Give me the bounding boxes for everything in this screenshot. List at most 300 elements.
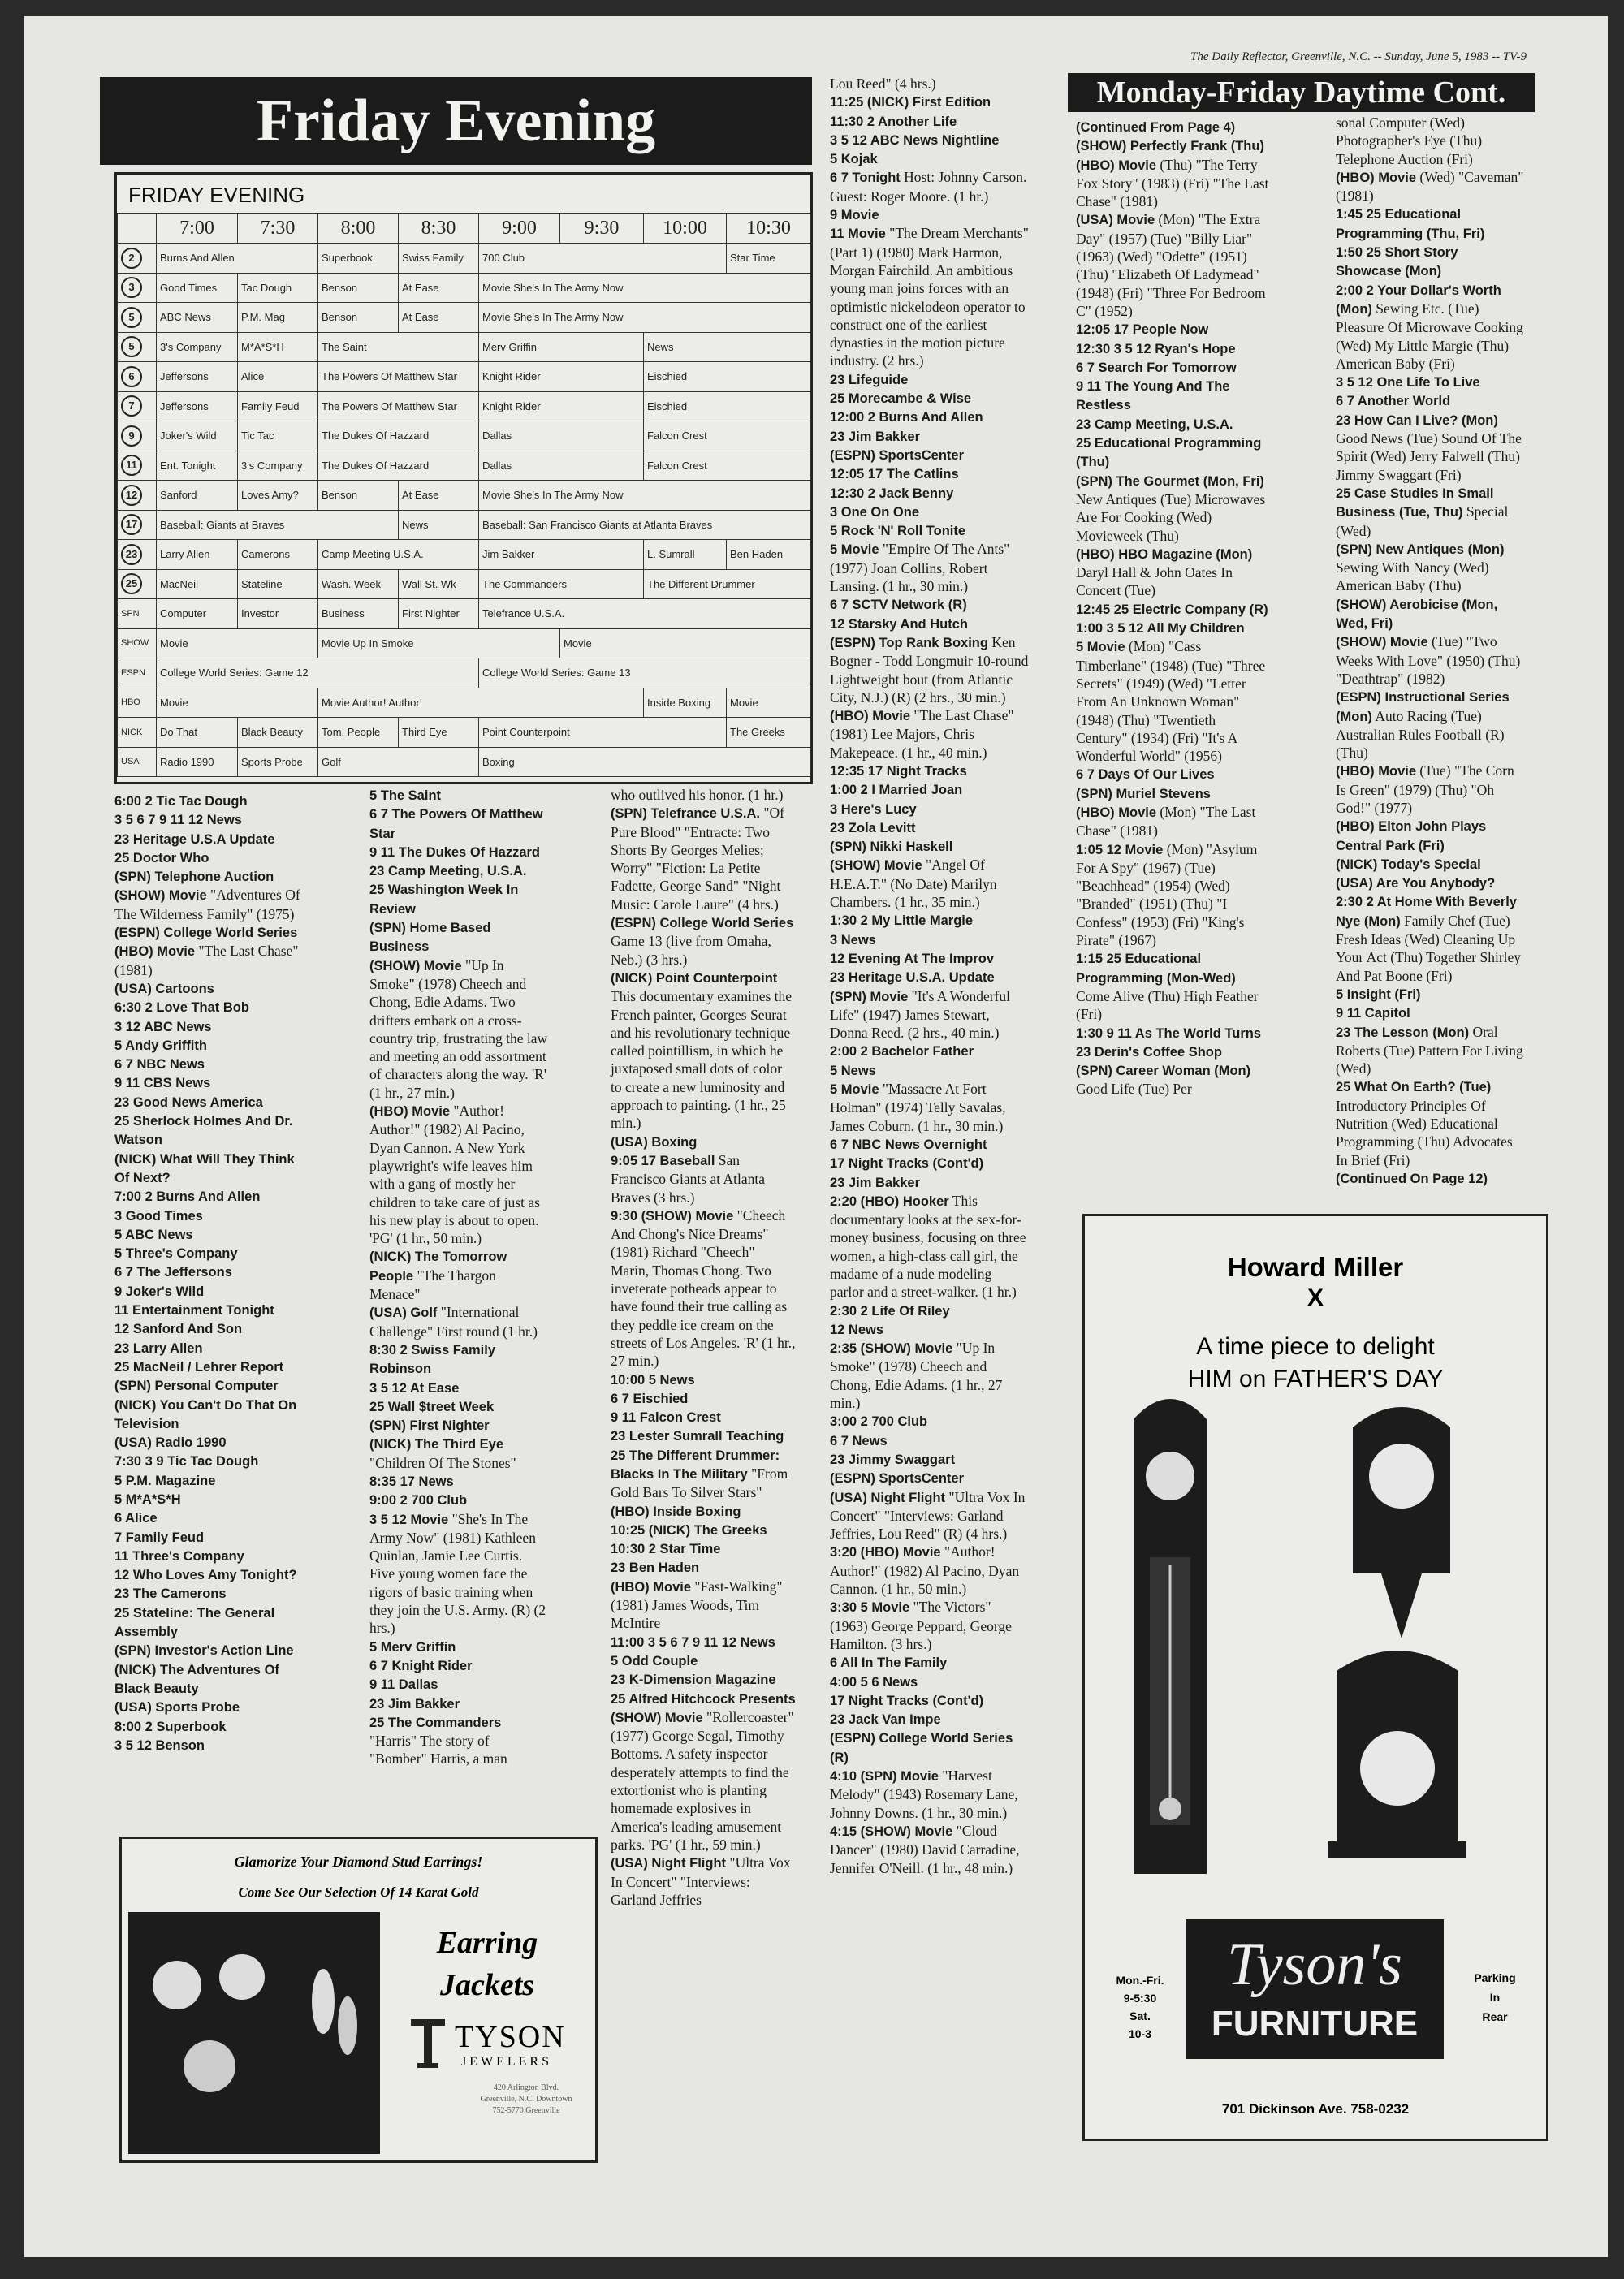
program-cell: Sports Probe bbox=[238, 747, 318, 777]
program-cell: Larry Allen bbox=[157, 540, 238, 570]
listing-entry: 10:00 5 News bbox=[611, 1372, 695, 1388]
listing-entry: 25 Educational Programming (Thu) bbox=[1076, 436, 1262, 470]
channel-number: 7 bbox=[118, 391, 157, 421]
listing-entry: 1:30 9 11 As The World Turns bbox=[1076, 1025, 1262, 1041]
program-cell: Eischied bbox=[644, 391, 811, 421]
listing-entry: 12 Who Loves Amy Tonight? bbox=[114, 1568, 297, 1583]
program-cell: Benson bbox=[318, 273, 399, 303]
listing-entry: 23 Jimmy Swaggart bbox=[830, 1452, 956, 1467]
program-cell: Falcon Crest bbox=[644, 421, 811, 451]
program-cell: News bbox=[644, 332, 811, 362]
listing-entry: 5 News bbox=[830, 1063, 876, 1078]
program-cell: Benson bbox=[318, 303, 399, 333]
program-cell: 700 Club bbox=[479, 244, 727, 274]
listing-entry: 23 Heritage U.S.A Update bbox=[114, 831, 275, 847]
ad-subhead: Come See Our Selection Of 14 Karat Gold bbox=[238, 1884, 479, 1900]
program-cell: Tic Tac bbox=[238, 421, 318, 451]
store-type: JEWELERS bbox=[461, 2055, 552, 2069]
program-cell: The Commanders bbox=[479, 569, 644, 599]
program-cell: Ben Haden bbox=[727, 540, 811, 570]
listing-entry: 12:00 2 Burns And Allen bbox=[830, 410, 983, 425]
program-cell: Knight Rider bbox=[479, 391, 644, 421]
channel-row bbox=[118, 688, 811, 718]
program-cell: Stateline bbox=[238, 569, 318, 599]
program-cell: MacNeil bbox=[157, 569, 238, 599]
listing-entry: 25 Wall $treet Week bbox=[369, 1399, 495, 1414]
listing-entry: (SHOW) Movie "Up In Smoke" (1978) Cheech and Chong, Edie Adams. Two drifters embark on a cross-country trip, frustrating the law and meeting an odd assortment of characters along the way. 'R' (1 hr., 27 min.) bbox=[369, 956, 548, 1101]
program-cell: Alice bbox=[238, 362, 318, 392]
listing-entry: 25 Sherlock Holmes And Dr. Watson bbox=[114, 1114, 293, 1148]
listing-entry: (USA) Cartoons bbox=[114, 981, 214, 996]
listing-entry: 1:45 25 Educational Programming (Thu, Fri) bbox=[1336, 207, 1485, 241]
program-cell: Investor bbox=[238, 599, 318, 629]
listing-entry: 9 Joker's Wild bbox=[114, 1284, 205, 1299]
listing-entry: 11 Movie "The Dream Merchants" (Part 1) (1980) Mark Harmon, Morgan Fairchild. An ambitious young man joins forces with an optimistic nickelodeon operator to construct one of the earliest dynasties in the motion picture industry. (2 hrs.) bbox=[830, 225, 1029, 369]
friday-listings-grid bbox=[114, 172, 813, 784]
time-slot-header: 8:00 bbox=[318, 214, 399, 244]
listing-entry: 23 The Lesson (Mon) Oral Roberts (Tue) Pattern For Living (Wed) bbox=[1336, 1023, 1523, 1077]
listing-entry: (USA) Are You Anybody? bbox=[1336, 876, 1496, 891]
listing-entry: 2:30 2 At Home With Beverly Nye (Mon) Family Chef (Tue) Fresh Ideas (Wed) Cleaning Up Your Act (Thu) Together Shirley And Pat Boone (Fri) bbox=[1336, 895, 1522, 984]
listing-entry: (NICK) Today's Special bbox=[1336, 857, 1481, 872]
listing-entry: (NICK) The Adventures Of Black Beauty bbox=[114, 1662, 279, 1696]
listing-entry: (HBO) Movie "Author! Author!" (1982) Al Pacino, Dyan Cannon. A New York playwright's wife leaves him with a gang of mostly her children to take care of just as his new play is about to open. 'PG' (1 hr., 50 min.) bbox=[369, 1103, 540, 1247]
listing-entry: 1:05 12 Movie (Mon) "Asylum For A Spy" (1967) (Tue) "Beachhead" (1954) (Wed) "Branded" (1951) (Thu) "I Confess" (1953) (Fri) "King's Pirate" (1967) bbox=[1076, 840, 1258, 949]
brand-name: Howard Miller bbox=[1227, 1252, 1404, 1282]
channel-row bbox=[118, 273, 811, 303]
channel-number: 25 bbox=[118, 569, 157, 599]
listing-entry: 6 7 Search For Tomorrow bbox=[1076, 360, 1237, 375]
friday-evening-banner: Friday Evening bbox=[100, 77, 812, 165]
listing-entry: 3 News bbox=[830, 932, 876, 947]
tysons-furniture-ad bbox=[1082, 1214, 1548, 2141]
listing-entry: 12 Sanford And Son bbox=[114, 1322, 243, 1337]
listing-entry: 5 ABC News bbox=[114, 1227, 193, 1242]
listing-entry: (USA) Boxing bbox=[611, 1134, 698, 1150]
program-cell: Family Feud bbox=[238, 391, 318, 421]
program-cell: Dallas bbox=[479, 421, 644, 451]
listing-entry: 3 5 12 Benson bbox=[114, 1737, 205, 1753]
product-name: Earring Jackets bbox=[436, 1926, 538, 2002]
listing-entry: 9 11 CBS News bbox=[114, 1076, 211, 1091]
channel-row bbox=[118, 510, 811, 540]
program-cell: L. Sumrall bbox=[644, 540, 727, 570]
channel-number: NICK bbox=[118, 718, 157, 748]
listing-entry: 3:00 2 700 Club bbox=[830, 1414, 928, 1430]
listing-entry: 12:35 17 Night Tracks bbox=[830, 763, 967, 779]
listing-entry: 3 5 6 7 9 11 12 News bbox=[114, 813, 242, 828]
listing-entry: 3 Here's Lucy bbox=[830, 801, 917, 817]
listing-entry: (SHOW) Movie "Angel Of H.E.A.T." (No Date) Marilyn Chambers. (1 hr., 35 min.) bbox=[830, 857, 997, 911]
program-cell: Wash. Week bbox=[318, 569, 399, 599]
store-address: 701 Dickinson Ave. 758-0232 bbox=[1221, 2101, 1410, 2117]
listing-entry: 6 7 Tonight Host: Johnny Carson. Guest: Roger Moore. (1 hr.) bbox=[830, 169, 1027, 205]
listing-entry: (USA) Sports Probe bbox=[114, 1700, 240, 1716]
listing-entry: 25 Case Studies In Small Business (Tue, Thu) Special (Wed) bbox=[1336, 486, 1509, 539]
listing-entry: 1:00 3 5 12 All My Children bbox=[1076, 621, 1245, 637]
listing-entry: 9:00 2 700 Club bbox=[369, 1493, 468, 1509]
listing-entry: 12 Evening At The Improv bbox=[830, 951, 995, 966]
program-cell: Jeffersons bbox=[157, 362, 238, 392]
listing-entry: 6 7 The Jeffersons bbox=[114, 1265, 232, 1280]
program-cell: Tom. People bbox=[318, 718, 399, 748]
program-cell: Jeffersons bbox=[157, 391, 238, 421]
listing-entry: 6 7 Days Of Our Lives bbox=[1076, 767, 1215, 783]
channel-number: 5 bbox=[118, 303, 157, 333]
grid-table bbox=[117, 213, 811, 777]
program-cell: Loves Amy? bbox=[238, 481, 318, 511]
listing-entry: 4:00 5 6 News bbox=[830, 1674, 918, 1690]
listing-entry: (SPN) Telephone Auction bbox=[114, 870, 274, 885]
listing-entry: (SHOW) Aerobicise (Mon, Wed, Fri) bbox=[1336, 597, 1498, 632]
program-cell: Swiss Family bbox=[399, 244, 479, 274]
listing-entry: (ESPN) College World Series (R) bbox=[830, 1731, 1013, 1765]
program-cell: Movie Author! Author! bbox=[318, 688, 644, 718]
listing-entry: (SPN) Investor's Action Line bbox=[114, 1643, 294, 1659]
channel-number: 3 bbox=[118, 273, 157, 303]
program-cell: Baseball: Giants at Braves bbox=[157, 510, 399, 540]
listing-entry: 12 Starsky And Hutch bbox=[830, 616, 968, 632]
channel-number: ESPN bbox=[118, 658, 157, 688]
program-cell: Knight Rider bbox=[479, 362, 644, 392]
time-slot-header: 7:30 bbox=[238, 214, 318, 244]
program-cell: Movie She's In The Army Now bbox=[479, 481, 811, 511]
channel-row bbox=[118, 332, 811, 362]
program-cell: The Greeks bbox=[727, 718, 811, 748]
listing-entry: (Continued From Page 4) bbox=[1076, 120, 1236, 135]
listing-entry: 23 Camp Meeting, U.S.A. bbox=[369, 864, 527, 879]
listing-entry: 12:30 2 Jack Benny bbox=[830, 486, 954, 501]
listing-entry: 7:00 2 Burns And Allen bbox=[114, 1189, 261, 1205]
channel-number: 12 bbox=[118, 481, 157, 511]
tysons-logo: Tyson's FURNITURE bbox=[1186, 1919, 1444, 2059]
listing-entry: (HBO) Movie (Tue) "The Corn Is Green" (1979) (Thu) "Oh God!" (1977) bbox=[1336, 762, 1514, 816]
listing-entry: 9 11 Dallas bbox=[369, 1677, 438, 1693]
listing-column-5 bbox=[1076, 118, 1271, 1098]
program-cell: Third Eye bbox=[399, 718, 479, 748]
listing-entry: 6:00 2 Tic Tac Dough bbox=[114, 794, 248, 809]
channel-row bbox=[118, 569, 811, 599]
listing-entry: (ESPN) SportsCenter bbox=[830, 1471, 965, 1487]
program-cell: College World Series: Game 12 bbox=[157, 658, 479, 688]
time-slot-header: 9:30 bbox=[560, 214, 644, 244]
time-slot-header: 10:00 bbox=[644, 214, 727, 244]
earrings-icon bbox=[128, 1912, 380, 2154]
program-cell: Joker's Wild bbox=[157, 421, 238, 451]
program-cell: ABC News bbox=[157, 303, 238, 333]
listing-entry: 12:45 25 Electric Company (R) bbox=[1076, 602, 1268, 617]
listing-entry: 1:30 2 My Little Margie bbox=[830, 913, 974, 929]
listing-entry: 6 7 Eischied bbox=[611, 1391, 689, 1406]
listing-entry: 3 12 ABC News bbox=[114, 1019, 212, 1034]
brand-mark: X bbox=[1307, 1284, 1324, 1311]
listing-entry: 11:30 2 Another Life bbox=[830, 114, 957, 129]
listing-entry: (USA) Night Flight "Ultra Vox In Concert" "Interviews: Garland Jeffries bbox=[611, 1854, 791, 1908]
listing-entry: (NICK) Point Counterpoint This documentary examines the French painter, Georges Seurat and his revolutionary technique called pointillism, in which he juxtaposed small dots of color to create a new luminosity and approach to painting. (1 hr., 25 min.) bbox=[611, 970, 793, 1132]
listing-entry: 6 7 News bbox=[830, 1433, 888, 1448]
listing-column-3 bbox=[611, 786, 796, 1909]
time-slot-header: 10:30 bbox=[727, 214, 811, 244]
listing-entry: 9 11 Falcon Crest bbox=[611, 1410, 721, 1426]
listing-entry: (NICK) You Can't Do That On Television bbox=[114, 1397, 297, 1431]
listing-entry: 5 Movie (Mon) "Cass Timberlane" (1948) (Tue) "Three Secrets" (1949) (Wed) "Letter From An Unknown Woman" (1948) (Thu) "Twentieth Century" (1934) (Fri) "It's A Wonderful World" (1956) bbox=[1076, 638, 1266, 765]
program-cell: Golf bbox=[318, 747, 479, 777]
channel-number: 9 bbox=[118, 421, 157, 451]
program-cell: Good Times bbox=[157, 273, 238, 303]
channel-row bbox=[118, 391, 811, 421]
channel-number: HBO bbox=[118, 688, 157, 718]
program-cell: Computer bbox=[157, 599, 238, 629]
listing-entry: 25 The Commanders "Harris" The story of "Bomber" Harris, a man bbox=[369, 1715, 508, 1768]
program-cell: Business bbox=[318, 599, 399, 629]
listing-entry: (HBO) Elton John Plays Central Park (Fri) bbox=[1336, 819, 1487, 853]
store-hours: Mon.-Fri. 9-5:30 Sat. 10-3 bbox=[1116, 1974, 1164, 2040]
listing-entry: 6 7 The Powers Of Matthew Star bbox=[369, 807, 543, 841]
listing-entry: 3 5 12 At Ease bbox=[369, 1380, 460, 1396]
program-cell: Movie She's In The Army Now bbox=[479, 273, 811, 303]
program-cell: The Dukes Of Hazzard bbox=[318, 451, 479, 481]
program-cell: Falcon Crest bbox=[644, 451, 811, 481]
listing-entry: who outlived his honor. (1 hr.) bbox=[611, 787, 784, 803]
listing-entry: 17 Night Tracks (Cont'd) bbox=[830, 1693, 984, 1708]
grid-title: FRIDAY EVENING bbox=[128, 183, 305, 207]
listing-entry: 11 Entertainment Tonight bbox=[114, 1303, 274, 1319]
clocks-illustration-icon bbox=[1085, 1216, 1546, 1914]
listing-entry: 7 Family Feud bbox=[114, 1530, 205, 1545]
listing-entry: 3 Good Times bbox=[114, 1208, 203, 1224]
listing-entry: sonal Computer (Wed) Photographer's Eye (Thu) Telephone Auction (Fri) bbox=[1336, 114, 1483, 167]
listing-entry: 2:00 2 Bachelor Father bbox=[830, 1044, 974, 1060]
listing-entry: (SPN) New Antiques (Mon) Sewing With Nancy (Wed) American Baby (Thu) bbox=[1336, 542, 1505, 594]
program-cell: Sanford bbox=[157, 481, 238, 511]
channel-number: SPN bbox=[118, 599, 157, 629]
listing-entry: (HBO) Movie (Wed) "Caveman" (1981) bbox=[1336, 168, 1524, 205]
ad-headline: Glamorize Your Diamond Stud Earrings! bbox=[234, 1854, 483, 1870]
listing-entry: (SHOW) Movie (Tue) "Two Weeks With Love" (1950) (Thu) "Deathtrap" (1982) bbox=[1336, 633, 1521, 687]
program-cell: Dallas bbox=[479, 451, 644, 481]
listing-entry: 25 MacNeil / Lehrer Report bbox=[114, 1359, 284, 1375]
listing-entry: (SPN) Muriel Stevens bbox=[1076, 786, 1211, 801]
listing-entry: 6 All In The Family bbox=[830, 1655, 948, 1671]
listing-entry: (HBO) Movie "The Last Chase" (1981) Lee Majors, Chris Makepeace. (1 hr., 40 min.) bbox=[830, 707, 1014, 761]
time-slot-header: 7:00 bbox=[157, 214, 238, 244]
tagline-1: A time piece to delight bbox=[1196, 1333, 1435, 1360]
listing-column-1 bbox=[114, 792, 305, 1755]
listing-entry: 9 11 The Dukes Of Hazzard bbox=[369, 844, 540, 860]
listing-entry: (SPN) Movie "It's A Wonderful Life" (1947) James Stewart, Donna Reed. (2 hrs., 40 min.) bbox=[830, 987, 1010, 1042]
listing-entry: (Continued On Page 12) bbox=[1336, 1171, 1488, 1186]
program-cell: Movie She's In The Army Now bbox=[479, 303, 811, 333]
program-cell: College World Series: Game 13 bbox=[479, 658, 811, 688]
listing-entry: (SPN) Career Woman (Mon) Good Life (Tue) Per bbox=[1076, 1064, 1251, 1098]
listing-entry: (SPN) Personal Computer bbox=[114, 1379, 279, 1394]
program-cell: Baseball: San Francisco Giants at Atlanta Braves bbox=[479, 510, 811, 540]
program-cell: M*A*S*H bbox=[238, 332, 318, 362]
listing-entry: (ESPN) College World Series Game 13 (live from Omaha, Neb.) (3 hrs.) bbox=[611, 916, 794, 968]
channel-row bbox=[118, 421, 811, 451]
channel-row bbox=[118, 451, 811, 481]
listing-entry: 3 One On One bbox=[830, 504, 920, 520]
listing-entry: 5 M*A*S*H bbox=[114, 1491, 181, 1507]
listing-entry: 3 5 12 One Life To Live bbox=[1336, 375, 1480, 391]
program-cell: P.M. Mag bbox=[238, 303, 318, 333]
listing-entry: (SHOW) Perfectly Frank (Thu) bbox=[1076, 139, 1264, 154]
listing-entry: 5 Andy Griffith bbox=[114, 1038, 207, 1053]
listing-entry: 5 Three's Company bbox=[114, 1246, 238, 1262]
channel-number: 6 bbox=[118, 362, 157, 392]
listing-entry: 8:35 17 News bbox=[369, 1474, 454, 1489]
time-slot-header: 8:30 bbox=[399, 214, 479, 244]
listing-entry: 5 Rock 'N' Roll Tonite bbox=[830, 524, 966, 539]
earring-photo bbox=[128, 1912, 380, 2154]
store-address: 420 Arlington Blvd. Greenville, N.C. Downtown 752-5770 Greenville bbox=[480, 2083, 572, 2115]
program-cell: First Nighter bbox=[399, 599, 479, 629]
listing-entry: 6 7 Knight Rider bbox=[369, 1658, 473, 1673]
program-cell: At Ease bbox=[399, 273, 479, 303]
listing-entry: 1:00 2 I Married Joan bbox=[830, 783, 963, 798]
listing-entry: (ESPN) Instructional Series (Mon) Auto Racing (Tue) Australian Rules Football (R) (Thu) bbox=[1336, 690, 1510, 762]
program-cell: The Dukes Of Hazzard bbox=[318, 421, 479, 451]
listing-entry: (SPN) First Nighter bbox=[369, 1418, 490, 1434]
listing-entry: 9 Movie bbox=[830, 208, 879, 223]
listing-entry: 9 11 The Young And The Restless bbox=[1076, 379, 1230, 413]
listing-column-6 bbox=[1336, 114, 1527, 1188]
listing-entry: 5 Movie "Empire Of The Ants" (1977) Joan Collins, Robert Lansing. (1 hr., 30 min.) bbox=[830, 541, 1010, 595]
listing-entry: 8:00 2 Superbook bbox=[114, 1719, 227, 1734]
listing-entry: 12:05 17 The Catlins bbox=[830, 467, 959, 482]
program-cell: Do That bbox=[157, 718, 238, 748]
listing-entry: 1:15 25 Educational Programming (Mon-Wed) Come Alive (Thu) High Feather (Fri) bbox=[1076, 952, 1259, 1023]
listing-entry: (SPN) Nikki Haskell bbox=[830, 840, 953, 855]
channel-row bbox=[118, 718, 811, 748]
listing-entry: 9:05 17 Baseball San Francisco Giants at Atlanta Braves (3 hrs.) bbox=[611, 1151, 766, 1206]
listing-entry: 5 P.M. Magazine bbox=[114, 1473, 216, 1488]
channel-number: 17 bbox=[118, 510, 157, 540]
listing-entry: 23 Derin's Coffee Shop bbox=[1076, 1044, 1222, 1060]
program-cell: Wall St. Wk bbox=[399, 569, 479, 599]
listing-entry: 2:30 2 Life Of Riley bbox=[830, 1303, 950, 1319]
listing-entry: 2:20 (HBO) Hooker This documentary looks at the sex-for-money business, focusing on three women, a high-class call girl, the madame of a nude modeling parlor and a street-walker. (1 hr.) bbox=[830, 1192, 1026, 1301]
listing-entry: 25 Alfred Hitchcock Presents bbox=[611, 1691, 796, 1707]
listing-entry: (USA) Golf "International Challenge" First round (1 hr.) bbox=[369, 1304, 538, 1340]
listing-entry: 9 11 Capitol bbox=[1336, 1006, 1410, 1021]
program-cell: Ent. Tonight bbox=[157, 451, 238, 481]
listing-entry: (HBO) Movie "Fast-Walking" (1981) James Woods, Tim McIntire bbox=[611, 1578, 783, 1632]
page-header: The Daily Reflector, Greenville, N.C. -- Sunday, June 5, 1983 -- TV-9 bbox=[1190, 50, 1527, 63]
program-cell: The Powers Of Matthew Star bbox=[318, 362, 479, 392]
program-cell: Boxing bbox=[479, 747, 811, 777]
listing-entry: 3 5 12 ABC News Nightline bbox=[830, 132, 1000, 148]
listing-entry: 23 Zola Levitt bbox=[830, 820, 916, 835]
listing-entry: (SHOW) Movie "Rollercoaster" (1977) George Segal, Timothy Bottoms. A safety inspector desperately attempts to find the extortionist who is planting homemade explosives in America's leading amusement parks. 'PG' (1 hr., 59 min.) bbox=[611, 1708, 794, 1853]
listing-entry: (ESPN) Top Rank Boxing Ken Bogner - Todd Longmuir 10-round Lightweight bout (from Atlantic City, N.J.) (R) (2 hrs., 30 min.) bbox=[830, 633, 1029, 706]
listing-entry: 10:25 (NICK) The Greeks bbox=[611, 1522, 767, 1538]
listing-entry: (SPN) Home Based Business bbox=[369, 921, 491, 955]
program-cell: At Ease bbox=[399, 303, 479, 333]
listing-entry: 3:30 5 Movie "The Victors" (1963) George Peppard, George Hamilton. (3 hrs.) bbox=[830, 1599, 1012, 1652]
channel-number: SHOW bbox=[118, 628, 157, 658]
program-cell: Benson bbox=[318, 481, 399, 511]
listing-entry: 25 Washington Week In Review bbox=[369, 883, 519, 917]
program-cell: Movie bbox=[727, 688, 811, 718]
listing-entry: 7:30 3 9 Tic Tac Dough bbox=[114, 1454, 259, 1470]
listing-entry: 5 Movie "Massacre At Fort Holman" (1974) Telly Savalas, James Coburn. (1 hr., 30 min.) bbox=[830, 1081, 1006, 1134]
time-slot-header: 9:00 bbox=[479, 214, 560, 244]
program-cell: Superbook bbox=[318, 244, 399, 274]
listing-entry: 6 7 NBC News bbox=[114, 1057, 205, 1073]
tagline-2: HIM on FATHER'S DAY bbox=[1187, 1366, 1444, 1392]
listing-entry: 23 Lester Sumrall Teaching bbox=[611, 1429, 784, 1444]
channel-row bbox=[118, 540, 811, 570]
program-cell: 3's Company bbox=[157, 332, 238, 362]
program-cell: News bbox=[399, 510, 479, 540]
listing-entry: (NICK) What Will They Think Of Next? bbox=[114, 1151, 295, 1185]
listing-entry: 8:30 2 Swiss Family Robinson bbox=[369, 1342, 496, 1377]
listing-entry: 23 Lifeguide bbox=[830, 372, 909, 387]
program-cell: Star Time bbox=[727, 244, 811, 274]
program-cell: Merv Griffin bbox=[479, 332, 644, 362]
listing-entry: (HBO) Movie "The Last Chase" (1981) bbox=[114, 943, 299, 978]
listing-entry: (USA) Radio 1990 bbox=[114, 1435, 227, 1451]
listing-entry: 23 Jim Bakker bbox=[830, 429, 920, 444]
channel-row bbox=[118, 481, 811, 511]
listing-entry: 23 Camp Meeting, U.S.A. bbox=[1076, 417, 1233, 432]
program-cell: At Ease bbox=[399, 481, 479, 511]
listing-entry: 5 Merv Griffin bbox=[369, 1639, 456, 1655]
channel-row bbox=[118, 599, 811, 629]
program-cell: Eischied bbox=[644, 362, 811, 392]
listing-entry: 10:30 2 Star Time bbox=[611, 1542, 721, 1557]
program-cell: Radio 1990 bbox=[157, 747, 238, 777]
listing-entry: (HBO) Movie (Mon) "The Last Chase" (1981) bbox=[1076, 803, 1256, 840]
program-cell: Telefrance U.S.A. bbox=[479, 599, 811, 629]
program-cell: Movie bbox=[560, 628, 811, 658]
listing-column-2 bbox=[369, 786, 548, 1768]
listing-entry: Lou Reed" (4 hrs.) bbox=[830, 76, 936, 92]
program-cell: The Powers Of Matthew Star bbox=[318, 391, 479, 421]
listing-entry: 23 Jim Bakker bbox=[830, 1175, 920, 1190]
listing-entry: 23 K-Dimension Magazine bbox=[611, 1673, 776, 1688]
listing-entry: (HBO) HBO Magazine (Mon) Daryl Hall & John Oates In Concert (Tue) bbox=[1076, 546, 1253, 599]
listing-entry: (SHOW) Movie "Adventures Of The Wilderness Family" (1975) bbox=[114, 887, 300, 922]
listing-entry: 3 5 12 Movie "She's In The Army Now" (1981) Kathleen Quinlan, Jamie Lee Curtis. Five young women face the rigors of basic training when they join the U.S. Army. (R) (2 hrs.) bbox=[369, 1510, 546, 1637]
daytime-cont-banner: Monday-Friday Daytime Cont. bbox=[1068, 73, 1535, 112]
listing-entry: 11 Three's Company bbox=[114, 1548, 244, 1564]
listing-entry: 6 7 NBC News Overnight bbox=[830, 1137, 987, 1152]
channel-number: USA bbox=[118, 747, 157, 777]
listing-entry: 6 7 Another World bbox=[1336, 394, 1451, 409]
channel-row bbox=[118, 658, 811, 688]
listing-entry: 25 What On Earth? (Tue) Introductory Principles Of Nutrition (Wed) Educational Programming (Thu) Advocates In Brief (Fri) bbox=[1336, 1080, 1513, 1168]
listing-entry: 23 Larry Allen bbox=[114, 1340, 203, 1356]
listing-entry: 3:20 (HBO) Movie "Author! Author!" (1982) Al Pacino, Dyan Cannon. (1 hr., 50 min.) bbox=[830, 1543, 1020, 1598]
channel-row bbox=[118, 747, 811, 777]
listing-entry: 6 Alice bbox=[114, 1511, 158, 1526]
listing-entry: 1:50 25 Short Story Showcase (Mon) bbox=[1336, 245, 1458, 279]
listing-entry: 17 Night Tracks (Cont'd) bbox=[830, 1156, 984, 1172]
channel-row bbox=[118, 628, 811, 658]
listing-entry: 25 Morecambe & Wise bbox=[830, 391, 972, 407]
channel-row bbox=[118, 303, 811, 333]
listing-entry: 12 News bbox=[830, 1322, 884, 1337]
listing-column-4 bbox=[830, 75, 1029, 1877]
parking-note: Parking In Rear bbox=[1474, 1971, 1516, 2023]
channel-row bbox=[118, 362, 811, 392]
listing-entry: 6:30 2 Love That Bob bbox=[114, 1000, 249, 1016]
program-cell: Movie bbox=[157, 628, 318, 658]
listing-entry: 25 Doctor Who bbox=[114, 850, 209, 865]
listing-entry: 23 How Can I Live? (Mon) Good News (Tue) Sound Of The Spirit (Wed) Jerry Falwell (Thu) Jimmy Swaggart (Fri) bbox=[1336, 412, 1522, 483]
